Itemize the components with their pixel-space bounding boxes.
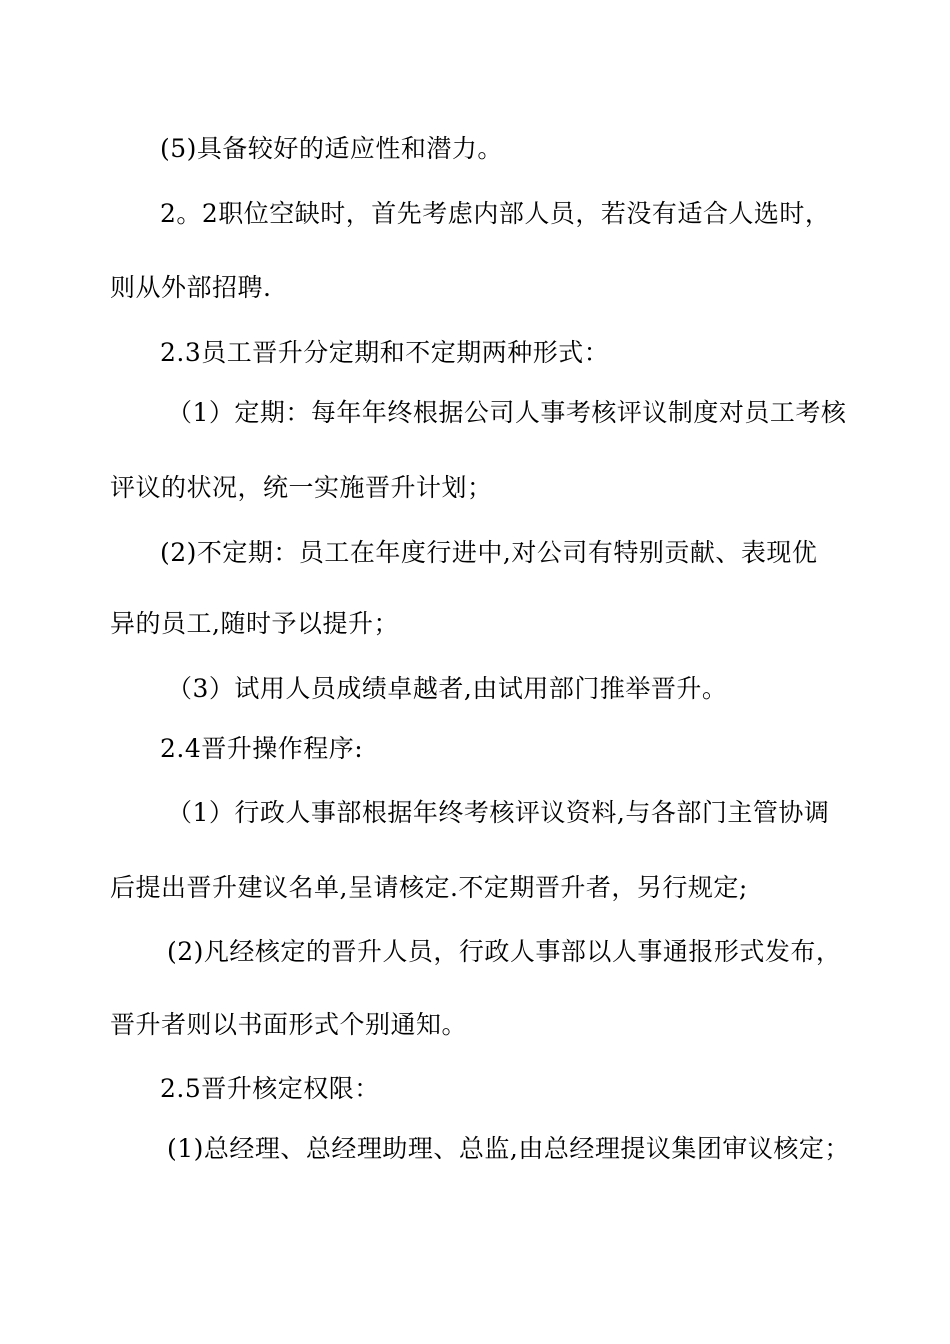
paragraph-line-9: （3）试用人员成绩卓越者,由试用部门推举晋升。 (167, 674, 728, 703)
paragraph-line-2: 2。2职位空缺时，首先考虑内部人员，若没有适合人选时， (160, 199, 831, 228)
paragraph-line-14: 晋升者则以书面形式个别通知。 (110, 1010, 468, 1039)
paragraph-line-16: (1)总经理、总经理助理、总监,由总经理提议集团审议核定； (167, 1134, 850, 1163)
paragraph-line-5: （1）定期：每年年终根据公司人事考核评议制度对员工考核 (167, 398, 847, 427)
paragraph-line-12: 后提出晋升建议名单,呈请核定.不定期晋升者，另行规定; (110, 873, 748, 902)
paragraph-line-10: 2.4晋升操作程序: (160, 734, 364, 763)
paragraph-line-4: 2.3员工晋升分定期和不定期两种形式： (160, 338, 610, 367)
paragraph-line-15: 2.5晋升核定权限： (160, 1074, 380, 1103)
paragraph-line-11: （1）行政人事部根据年终考核评议资料,与各部门主管协调 (167, 798, 830, 827)
paragraph-line-13: (2)凡经核定的晋升人员，行政人事部以人事通报形式发布， (167, 937, 842, 966)
paragraph-line-1: (5)具备较好的适应性和潜力。 (160, 134, 503, 163)
paragraph-line-6: 评议的状况，统一实施晋升计划； (110, 473, 493, 502)
paragraph-line-7: (2)不定期：员工在年度行进中,对公司有特别贡献、表现优 (160, 538, 818, 567)
paragraph-line-8: 异的员工,随时予以提升； (110, 609, 399, 638)
paragraph-line-3: 则从外部招聘. (110, 273, 272, 302)
